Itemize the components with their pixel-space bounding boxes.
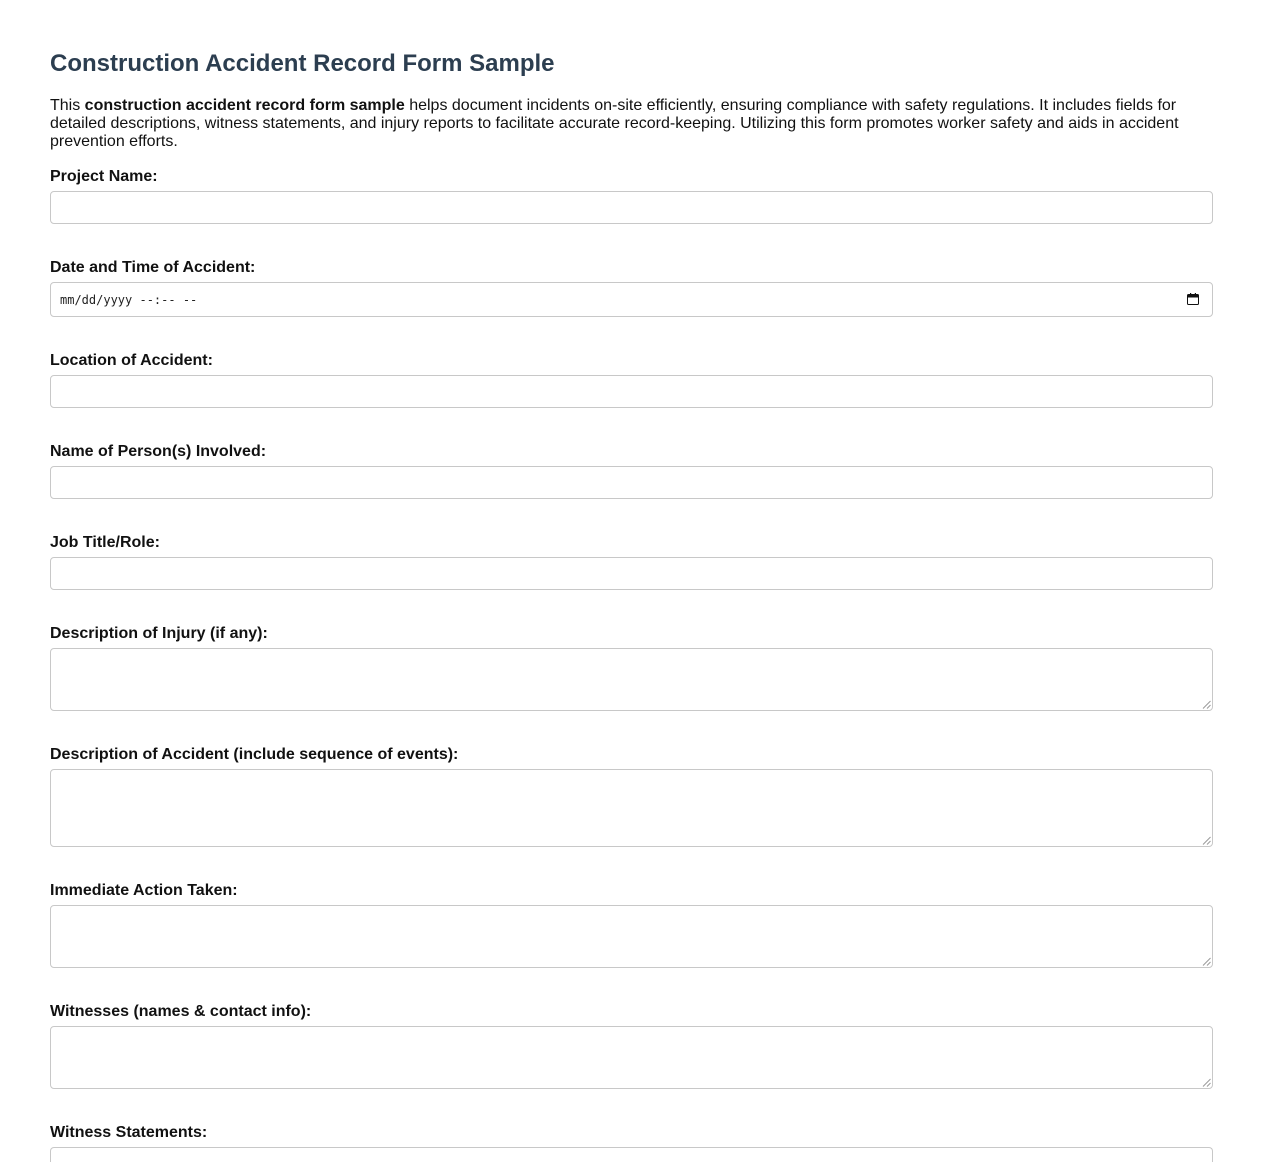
witness-statements-textarea[interactable] (50, 1147, 1213, 1162)
intro-bold-phrase: construction accident record form sample (84, 97, 405, 114)
persons-involved-input[interactable] (50, 466, 1213, 499)
job-title-input[interactable] (50, 557, 1213, 590)
calendar-icon[interactable] (1187, 293, 1199, 305)
page-title: Construction Accident Record Form Sample (50, 50, 555, 77)
witness-statements-label: Witness Statements: (50, 1124, 208, 1141)
project-name-label: Project Name: (50, 168, 158, 185)
injury-description-textarea[interactable] (50, 648, 1213, 711)
resize-grip-icon[interactable] (1202, 836, 1211, 845)
location-label: Location of Accident: (50, 352, 213, 369)
witnesses-textarea[interactable] (50, 1026, 1213, 1089)
resize-grip-icon[interactable] (1202, 700, 1211, 709)
job-title-label: Job Title/Role: (50, 534, 160, 551)
injury-description-label: Description of Injury (if any): (50, 625, 268, 642)
persons-involved-label: Name of Person(s) Involved: (50, 443, 267, 460)
date-time-input[interactable] (50, 282, 1213, 317)
location-input[interactable] (50, 375, 1213, 408)
resize-grip-icon[interactable] (1202, 1078, 1211, 1087)
immediate-action-label: Immediate Action Taken: (50, 882, 238, 899)
immediate-action-textarea[interactable] (50, 905, 1213, 968)
date-time-label: Date and Time of Accident: (50, 259, 256, 276)
witnesses-label: Witnesses (names & contact info): (50, 1003, 312, 1020)
intro-paragraph (50, 97, 1200, 151)
resize-grip-icon[interactable] (1202, 957, 1211, 966)
intro-lead: This (50, 97, 85, 114)
intro-rest: helps document incidents on-site efficiently, ensuring compliance with safety regulations. It includes fields for detailed descriptions, witness statements, and injury reports to facilitate accurate record-keeping. Utilizing this form promotes worker safety and aids in accident prevention efforts. (50, 97, 1179, 150)
project-name-input[interactable] (50, 191, 1213, 224)
accident-description-label: Description of Accident (include sequence of events): (50, 746, 459, 763)
accident-description-textarea[interactable] (50, 769, 1213, 847)
date-time-placeholder: mm/dd/yyyy --:-- -- (60, 293, 198, 307)
